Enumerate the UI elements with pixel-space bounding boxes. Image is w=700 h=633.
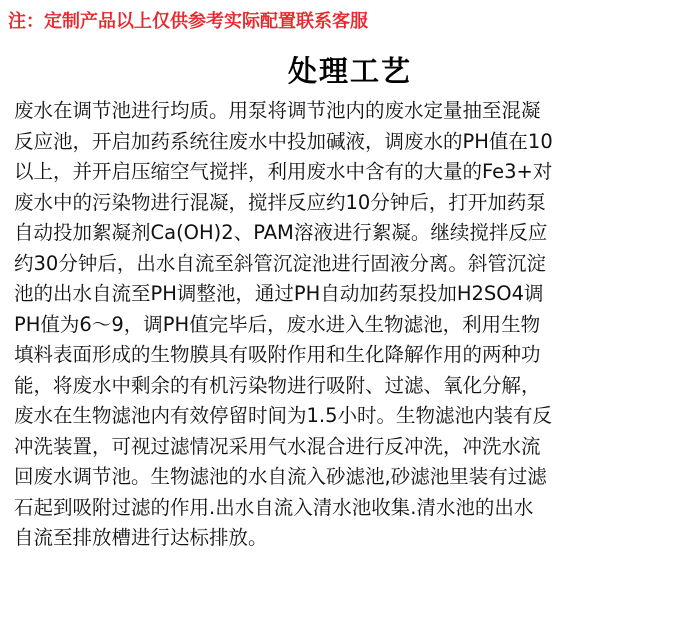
paragraph-line: 反应池，开启加药系统往废水中投加碱液，调废水的PH值在10 [14, 129, 553, 153]
process-description [14, 96, 694, 554]
paragraph-line: 池的出水自流至PH调整池，通过PH自动加药泵投加H2SO4调 [14, 282, 544, 305]
paragraph-line: 约30分钟后，出水自流至斜管沉淀池进行固液分离。斜管沉淀 [14, 251, 546, 275]
paragraph-line: 冲洗装置，可视过滤情况采用气水混合进行反冲洗，冲洗水流 [14, 434, 541, 458]
paragraph-line: 自动投加絮凝剂Ca(OH)2、PAM溶液进行絮凝。继续搅拌反应 [14, 221, 548, 244]
paragraph-line: 自流至排放槽进行达标排放。 [14, 526, 268, 549]
paragraph-line: 回废水调节池。生物滤池的水自流入砂滤池,砂滤池里装有过滤 [14, 465, 547, 488]
paragraph-line: 石起到吸附过滤的作用.出水自流入清水池收集.清水池的出水 [14, 495, 534, 519]
paragraph-line: 废水在生物滤池内有效停留时间为1.5小时。生物滤池内装有反 [14, 404, 553, 427]
paragraph-line: PH值为6～9，调PH值完毕后，废水进入生物滤池，利用生物 [14, 312, 541, 336]
paragraph-line: 填料表面形成的生物膜具有吸附作用和生化降解作用的两种功 [14, 343, 541, 366]
paragraph-line: 能，将废水中剩余的有机污染物进行吸附、过滤、氧化分解， [14, 373, 541, 397]
paragraph-line: 废水在调节池进行均质。用泵将调节池内的废水定量抽至混凝 [14, 99, 541, 122]
section-title: 处理工艺 [287, 54, 412, 88]
paragraph-line: 以上，并开启压缩空气搅拌，利用废水中含有的大量的Fe3+对 [14, 160, 553, 183]
customization-notice: 注：定制产品以上仅供参考实际配置联系客服 [8, 11, 368, 32]
paragraph-line: 废水中的污染物进行混凝，搅拌反应约10分钟后，打开加药泵 [14, 190, 546, 214]
